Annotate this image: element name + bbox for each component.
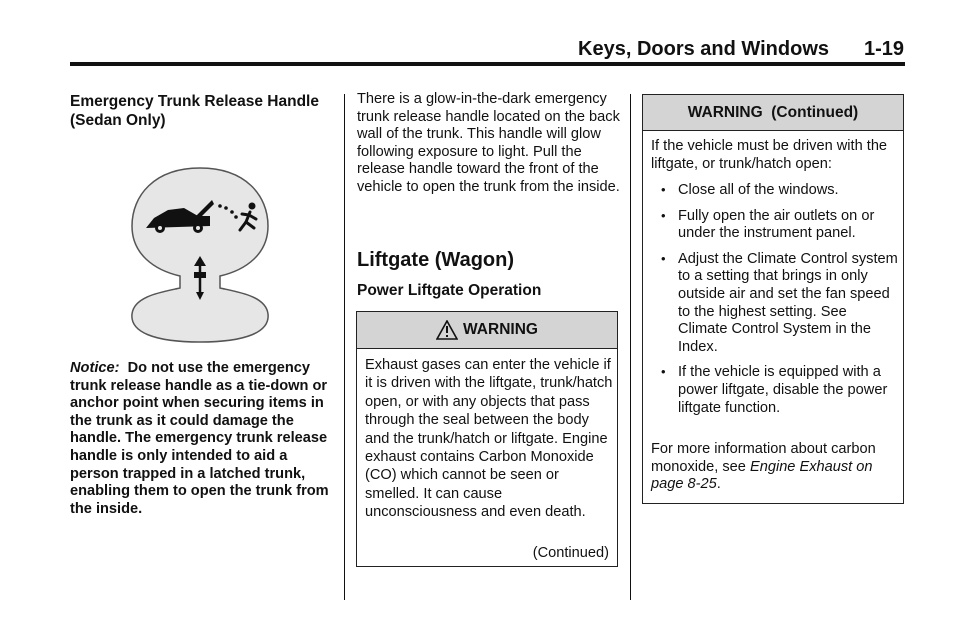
warning-bullet-list	[651, 182, 899, 417]
bullet-item: • Fully open the air outlets on or under the instrument panel.	[651, 208, 899, 243]
notice-label: Notice:	[70, 360, 120, 376]
trunk-release-handle-illustration	[126, 166, 274, 344]
warning-icon	[436, 320, 458, 340]
power-liftgate-subheading: Power Liftgate Operation	[357, 282, 542, 299]
liftgate-heading: Liftgate (Wagon)	[357, 249, 515, 271]
warning-box	[356, 311, 618, 567]
warning-continued-header	[643, 95, 903, 131]
header-rule	[70, 62, 905, 66]
more-info-paragraph	[651, 441, 897, 494]
warning-header	[357, 312, 617, 349]
bullet-item: • Adjust the Climate Control system to a setting that brings in only outside air and set the fan speed to the highest setting. See Climate Control System in the Index.	[651, 251, 899, 357]
trunk-release-title: Emergency Trunk Release Handle (Sedan Only)	[70, 93, 319, 129]
notice-text: Do not use the emergency trunk release handle as a tie-down or anchor point when securing items in the trunk as it could damage the handle. The emergency trunk release handle is only intended to aid a person trapped in a latched trunk, enabling them to open the trunk from the inside.	[70, 360, 329, 517]
column-divider-2	[630, 94, 631, 600]
handle-shape	[132, 168, 268, 342]
more-info-end: .	[716, 476, 721, 493]
column-divider-1	[344, 94, 345, 600]
section-title: Keys, Doors and Windows	[578, 38, 829, 60]
bullet-item: • Close all of the windows.	[651, 182, 899, 200]
trunk-release-description: There is a glow-in-the-dark emergency trunk release handle located on the back wall of the trunk. This handle will glow following exposure to light. Pull the release handle toward the front of the vehicle to open the trunk from the inside.	[357, 91, 620, 195]
warning-lead: If the vehicle must be driven with the liftgate, or trunk/hatch open:	[651, 138, 888, 172]
engine-exhaust-reference[interactable]: Engine Exhaust on page 8-25	[651, 458, 873, 493]
warning-label: WARNING	[463, 321, 538, 338]
warning-body: Exhaust gases can enter the vehicle if it is driven with the liftgate, trunk/hatch open, or with any objects that pass through the seal between the body and the trunk/hatch or liftgate. Engine exhaust contains Carbon Monoxide (CO) which cannot be seen or smelled. It can cause unconsciousness and even death.	[365, 357, 613, 521]
notice-paragraph	[70, 360, 334, 518]
warning-continued-label: WARNING (Continued)	[687, 103, 859, 121]
more-info-text: For more information about carbon monoxide, see	[651, 441, 876, 475]
bullet-item: • If the vehicle is equipped with a power liftgate, disable the power liftgate function.	[651, 364, 899, 417]
page-number: 1-19	[863, 38, 904, 60]
warning-continued-box	[642, 94, 904, 504]
warning-continued: (Continued)	[532, 545, 609, 561]
